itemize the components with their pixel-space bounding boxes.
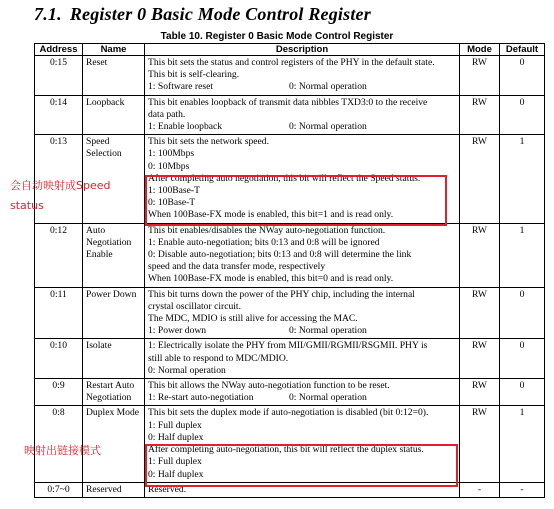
name-line: Reserved: [86, 483, 122, 495]
mode-cell: RW: [460, 56, 500, 96]
header-default: Default: [500, 44, 545, 56]
default-cell: 1: [500, 406, 545, 482]
duplex-annotation: 映射出链接模式: [24, 444, 101, 457]
description-cell: [145, 223, 460, 287]
description-option-pair: [148, 392, 456, 404]
default-cell: 1: [500, 135, 545, 223]
header-description: Description: [145, 44, 460, 56]
section-title: [34, 4, 371, 25]
table-header-row: [35, 44, 545, 56]
option-normal: 0: Normal operation: [289, 325, 367, 337]
name-cell: [83, 56, 145, 96]
name-line: Selection: [86, 148, 122, 160]
name-line: Auto: [86, 224, 106, 236]
address-cell: 0:9: [35, 379, 83, 406]
address-cell: 0:11: [35, 287, 83, 339]
description-line: 0: Normal operation: [148, 364, 226, 376]
default-cell: 0: [500, 379, 545, 406]
description-line: 0: 10Mbps: [148, 160, 190, 172]
description-line: 1: Electrically isolate the PHY from MII/GMII/RGMII/RSGMII. PHY is: [148, 340, 428, 352]
default-cell: 0: [500, 56, 545, 96]
description-line: This bit enables loopback of transmit data nibbles TXD3:0 to the receive: [148, 96, 428, 108]
description-line: This bit sets the duplex mode if auto-negotiation is disabled (bit 0:12=0).: [148, 407, 429, 419]
description-line: This bit turns down the power of the PHY chip, including the internal: [148, 288, 415, 300]
description-line: This bit enables/disables the NWay auto-negotiation function.: [148, 224, 386, 236]
name-line: Power Down: [86, 288, 137, 300]
address-cell: 0:10: [35, 339, 83, 379]
description-cell: [145, 95, 460, 135]
description-line: speed and the data transfer mode, respectively: [148, 261, 326, 273]
option-normal: 0: Normal operation: [289, 392, 367, 404]
description-cell: [145, 339, 460, 379]
name-cell: [83, 287, 145, 339]
description-line: 0: 10Base-T: [148, 197, 196, 209]
description-option-pair: [148, 121, 456, 133]
address-cell: 0:14: [35, 95, 83, 135]
name-line: Restart Auto: [86, 380, 135, 392]
description-line: When 100Base-FX mode is enabled, this bit=1 and is read only.: [148, 209, 394, 221]
table-row: [35, 379, 545, 406]
table-row: [35, 287, 545, 339]
duplex-status-highlight: [145, 444, 458, 487]
header-address: Address: [35, 44, 83, 56]
description-line: 1: 100Base-T: [148, 185, 200, 197]
mode-cell: RW: [460, 379, 500, 406]
mode-cell: RW: [460, 135, 500, 223]
address-cell: 0:15: [35, 56, 83, 96]
description-line: data path.: [148, 108, 186, 120]
description-line: When 100Base-FX mode is enabled, this bit=0 and is read only.: [148, 273, 394, 285]
description-line: 1: Full duplex: [148, 456, 202, 468]
option-enable: 1: Software reset: [148, 81, 214, 93]
description-option-pair: [148, 325, 456, 337]
name-line: Negotiation: [86, 236, 132, 248]
speed-annotation: [10, 176, 110, 216]
default-cell: 0: [500, 95, 545, 135]
name-line: Duplex Mode: [86, 407, 140, 419]
mode-cell: RW: [460, 287, 500, 339]
option-normal: 0: Normal operation: [289, 81, 367, 93]
name-line: Reset: [86, 57, 108, 68]
description-line: The MDC, MDIO is still alive for accessing the MAC.: [148, 313, 358, 325]
description-option-pair: [148, 81, 456, 93]
address-cell: 0:7~0: [35, 482, 83, 497]
description-line: 0: Half duplex: [148, 468, 204, 480]
default-cell: 0: [500, 339, 545, 379]
name-cell: [83, 223, 145, 287]
address-cell: 0:8: [35, 406, 83, 482]
register-table: [34, 43, 545, 498]
mode-cell: RW: [460, 95, 500, 135]
mode-cell: RW: [460, 339, 500, 379]
option-enable: 1: Enable loopback: [148, 121, 223, 133]
default-cell: 1: [500, 223, 545, 287]
description-line: crystal oscillator circuit.: [148, 300, 241, 312]
section-title-text: Register 0 Basic Mode Control Register: [69, 4, 371, 24]
address-cell: 0:13: [35, 135, 83, 223]
default-cell: -: [500, 482, 545, 497]
table-row: [35, 339, 545, 379]
description-line: 1: 100Mbps: [148, 148, 195, 160]
mode-cell: RW: [460, 223, 500, 287]
description-line: Reserved.: [148, 483, 187, 495]
description-line: This bit sets the status and control registers of the PHY in the default state.: [148, 57, 435, 68]
description-line: 0: Half duplex: [148, 431, 204, 443]
description-line: 1: Full duplex: [148, 419, 202, 431]
table-caption: Table 10. Register 0 Basic Mode Control Register: [160, 31, 394, 42]
name-line: Negotiation: [86, 392, 132, 404]
option-enable: 1: Power down: [148, 325, 207, 337]
address-cell: 0:12: [35, 223, 83, 287]
description-line: This bit is self-clearing.: [148, 69, 240, 81]
header-mode: Mode: [460, 44, 500, 56]
mode-cell: RW: [460, 406, 500, 482]
name-cell: [83, 95, 145, 135]
section-number: 7.1.: [34, 4, 62, 24]
name-line: Enable: [86, 249, 113, 261]
table-row: [35, 56, 545, 96]
description-line: 1: Enable auto-negotiation; bits 0:13 and 0:8 will be ignored: [148, 236, 380, 248]
description-line: After completing auto-negotiation, this bit will reflect the duplex status.: [148, 444, 424, 456]
description-line: This bit sets the network speed.: [148, 136, 269, 148]
name-cell: [83, 482, 145, 497]
description-line: still able to respond to MDC/MDIO.: [148, 352, 289, 364]
description-cell: [145, 56, 460, 96]
description-line: This bit allows the NWay auto-negotiation function to be reset.: [148, 380, 390, 392]
description-line: After completing auto negotiation, this bit will reflect the Speed status.: [148, 172, 421, 184]
option-enable: 1: Re-start auto-negotiation: [148, 392, 254, 404]
description-cell: [145, 287, 460, 339]
default-cell: 0: [500, 287, 545, 339]
speed-annotation-line2: status: [10, 199, 44, 212]
name-cell: [83, 379, 145, 406]
name-cell: [83, 339, 145, 379]
header-name: Name: [83, 44, 145, 56]
description-cell: [145, 379, 460, 406]
speed-status-highlight: [145, 175, 447, 226]
mode-cell: -: [460, 482, 500, 497]
table-row: [35, 223, 545, 287]
name-line: Isolate: [86, 340, 112, 352]
name-line: Loopback: [86, 96, 125, 108]
description-line: 0: Disable auto-negotiation; bits 0:13 and 0:8 will determine the link: [148, 249, 412, 261]
table-row: [35, 95, 545, 135]
name-line: Speed: [86, 136, 110, 148]
option-normal: 0: Normal operation: [289, 121, 367, 133]
speed-annotation-line1: 会自动映射成Speed: [10, 179, 111, 192]
